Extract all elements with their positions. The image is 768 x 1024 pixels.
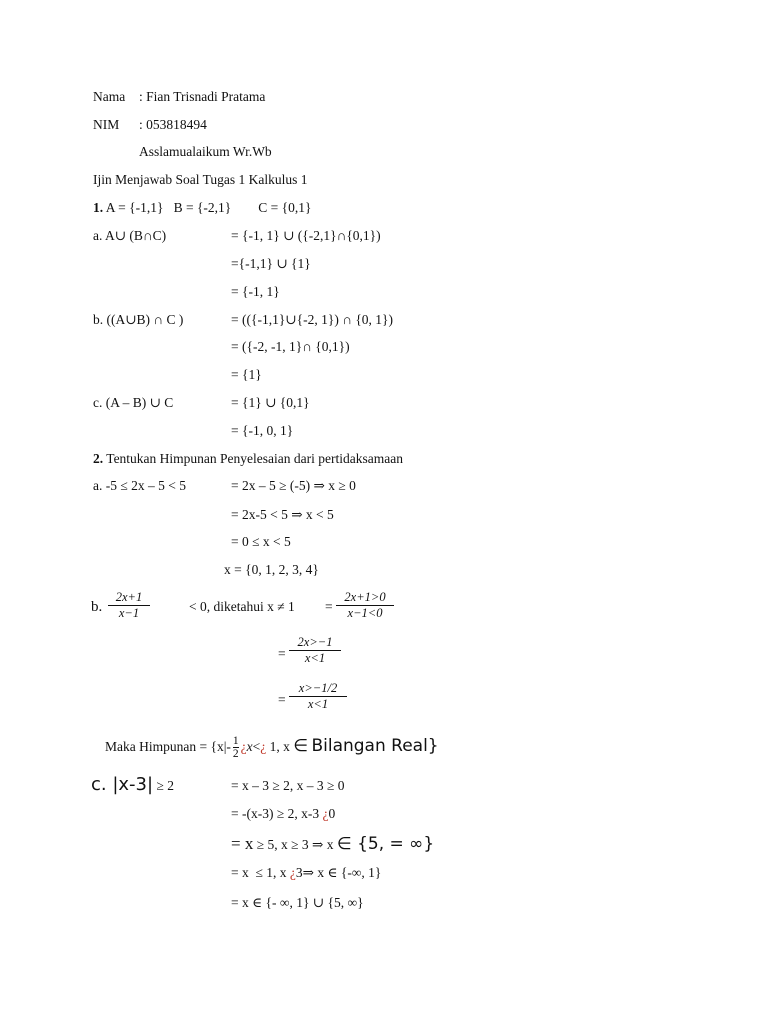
q1b-step: = ({-2, -1, 1}∩ {0,1}) bbox=[231, 339, 350, 354]
nim-label: NIM bbox=[93, 117, 120, 132]
q1-number: 1. bbox=[93, 200, 104, 215]
q2b-result-fraction bbox=[233, 735, 239, 760]
q1a-label: a. A∪ (B∩C) bbox=[93, 228, 167, 243]
q2c-step4-a: = x ≤ 1, x bbox=[231, 865, 287, 880]
q1-heading bbox=[93, 199, 312, 217]
q1a-step: ={-1,1} ∪ {1} bbox=[231, 256, 311, 271]
q2b-result-frac-num: 1 bbox=[232, 735, 239, 748]
q1-sets: A = {-1,1} B = {-2,1} C = {0,1} bbox=[105, 200, 312, 215]
q1c-label: c. (A – B) ∪ C bbox=[93, 395, 174, 410]
q2c-step bbox=[231, 864, 381, 882]
q1b-step: = (({-1,1}∪{-2, 1}) ∩ {0, 1}) bbox=[231, 312, 394, 327]
q2b-step1-den: x−1<0 bbox=[336, 605, 394, 621]
q2c-step2-glyph: ¿ bbox=[322, 806, 329, 821]
nim-value: : 053818494 bbox=[139, 117, 207, 132]
q2b-result-suffix: Bilangan Real} bbox=[311, 736, 439, 756]
q2b-fraction bbox=[108, 590, 150, 621]
q2b-step3-fraction bbox=[289, 681, 347, 712]
q2b-condition: < 0, diketahui x ≠ 1 bbox=[189, 599, 295, 614]
q2b-step3-den: x<1 bbox=[289, 696, 347, 712]
q2c-step3-a: = x bbox=[231, 834, 254, 853]
q1b-label: b. ((A∪B) ∩ C ) bbox=[93, 312, 184, 327]
q2a-result: x = {0, 1, 2, 3, 4} bbox=[224, 562, 319, 577]
intro-text: Ijin Menjawab Soal Tugas 1 Kalkulus 1 bbox=[93, 172, 308, 187]
nama-label: Nama bbox=[93, 89, 126, 104]
q2c-step2-a: = -(x-3) ≥ 2, x-3 bbox=[231, 806, 320, 821]
nama-value: : Fian Trisnadi Pratama bbox=[139, 89, 266, 104]
q2b-equals: = bbox=[278, 692, 286, 707]
q2b-step1-num: 2x+1>0 bbox=[344, 590, 386, 604]
q2c-step bbox=[231, 833, 434, 856]
q2b-frac-num: 2x+1 bbox=[115, 590, 143, 604]
q2b-equals: = bbox=[278, 646, 286, 661]
q2a-label: a. -5 ≤ 2x – 5 < 5 bbox=[93, 478, 187, 493]
q2b-result-element-symbol: ∈ bbox=[293, 736, 309, 756]
q2-number: 2. bbox=[93, 451, 104, 466]
greeting: Asslamualaikum Wr.Wb bbox=[139, 144, 272, 159]
q2b-result-mid: 1, x bbox=[269, 739, 290, 754]
q2c-label-main: c. |x-3| bbox=[91, 774, 154, 795]
q2-title: Tentukan Himpunan Penyelesaian dari pertidaksamaan bbox=[106, 451, 403, 466]
q2b-result-frac-den: 2 bbox=[232, 748, 239, 761]
q1b-step: = {1} bbox=[231, 367, 262, 382]
q2c-step4-glyph: ¿ bbox=[289, 865, 296, 880]
q1c-step: = {1} ∪ {0,1} bbox=[231, 395, 310, 410]
q1a-step: = {-1, 1} bbox=[231, 284, 280, 299]
q1c-step: = {-1, 0, 1} bbox=[231, 423, 294, 438]
q2b-result-glyph2: ¿ bbox=[260, 739, 267, 754]
q2a-step: = 2x-5 < 5 ⇒ x < 5 bbox=[231, 507, 334, 522]
q2a-step: = 2x – 5 ≥ (-5) ⇒ x ≥ 0 bbox=[231, 478, 356, 493]
q1a-step: = {-1, 1} ∪ ({-2,1}∩{0,1}) bbox=[231, 228, 381, 243]
q2c-label-ineq: ≥ 2 bbox=[156, 778, 174, 793]
q2c-step: = x ∈ {- ∞, 1} ∪ {5, ∞} bbox=[231, 895, 364, 910]
q2b-result-glyph: ¿ bbox=[240, 739, 247, 754]
q2c-step2-b: 0 bbox=[328, 806, 336, 821]
q2b-step2-den: x<1 bbox=[289, 650, 341, 666]
q2b-result bbox=[105, 734, 439, 760]
q2c-step: = x – 3 ≥ 2, x – 3 ≥ 0 bbox=[231, 778, 345, 793]
q2b-equals: = bbox=[325, 599, 333, 614]
q2c-step3-c: ∈ {5, = ∞} bbox=[336, 834, 435, 854]
q2-heading bbox=[93, 450, 403, 468]
q2c-label bbox=[91, 775, 174, 796]
q2a-step: = 0 ≤ x < 5 bbox=[231, 534, 291, 549]
q2b-result-prefix: Maka Himpunan = {x|- bbox=[105, 739, 231, 754]
q2b-result-x: x bbox=[246, 739, 253, 754]
q2b-step2-fraction bbox=[289, 635, 341, 666]
q2b-step2-num: 2x>−1 bbox=[297, 635, 333, 649]
q2b-step1-fraction bbox=[336, 590, 394, 621]
q2b-step3-num: x>−1/2 bbox=[298, 681, 338, 695]
q2b-label: b. bbox=[91, 599, 103, 615]
q2b-result-lt: < bbox=[252, 739, 261, 754]
q2c-step bbox=[231, 805, 335, 823]
q2c-step4-b: 3⇒ x ∈ {-∞, 1} bbox=[295, 865, 382, 880]
q2c-step3-b: ≥ 5, x ≥ 3 ⇒ x bbox=[256, 837, 334, 852]
q2b-frac-den: x−1 bbox=[108, 605, 150, 621]
